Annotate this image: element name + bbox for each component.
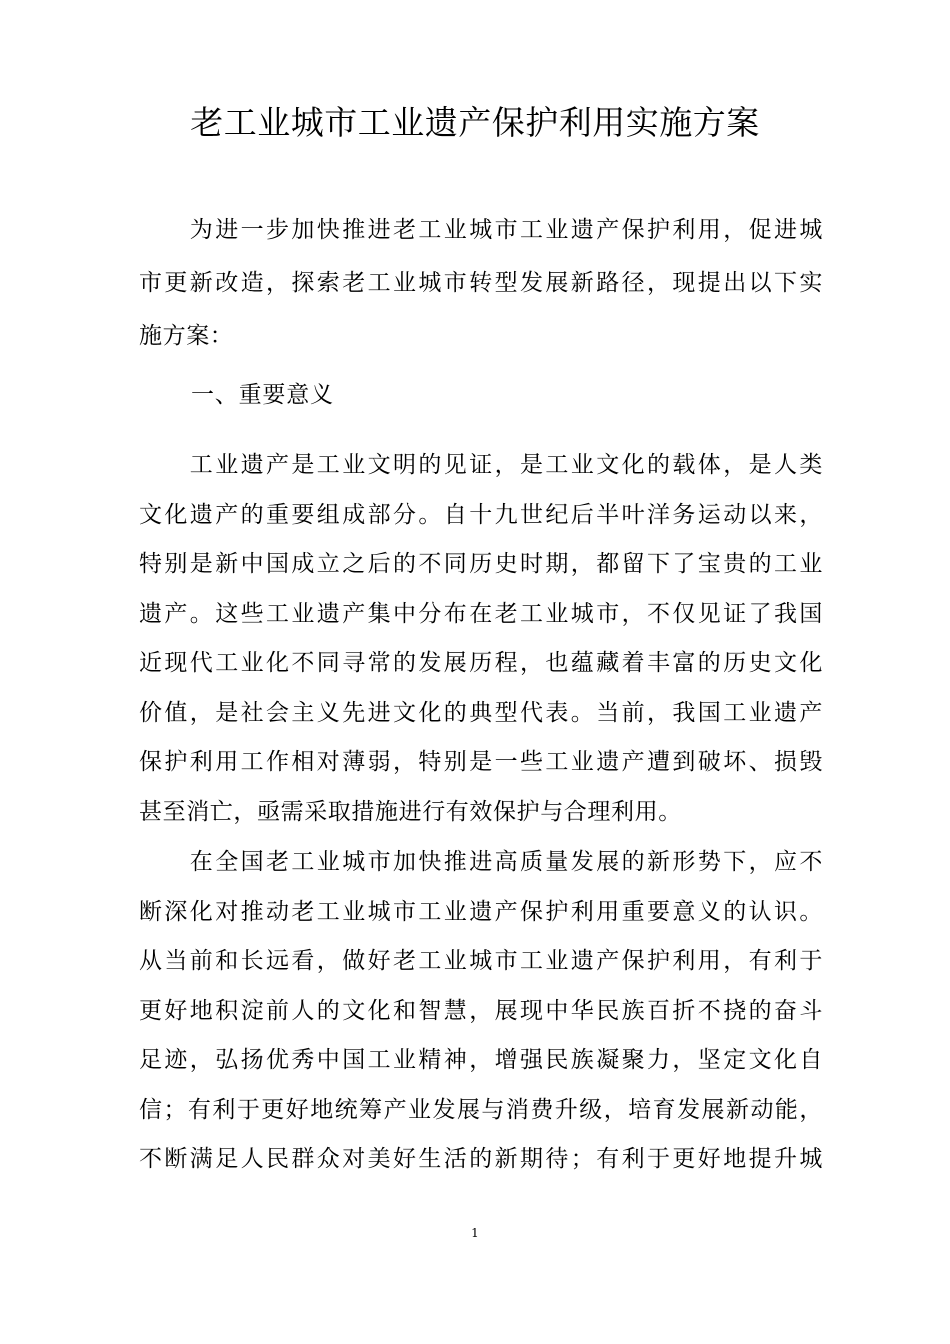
paragraph-line: 保护利用工作相对薄弱，特别是一些工业遗产遭到破坏、损毁: [139, 749, 823, 775]
paragraph-line: 从当前和长远看，做好老工业城市工业遗产保护利用，有利于: [139, 948, 823, 974]
paragraph-line: 文化遗产的重要组成部分。自十九世纪后半叶洋务运动以来，: [139, 501, 823, 528]
paragraph-line: 市更新改造，探索老工业城市转型发展新路径，现提出以下实: [139, 270, 823, 296]
page-number: 1: [471, 1226, 479, 1240]
paragraph-line: 价值，是社会主义先进文化的典型代表。当前，我国工业遗产: [139, 699, 823, 726]
paragraph-line: 施方案：: [139, 323, 234, 349]
paragraph-line: 不断满足人民群众对美好生活的新期待；有利于更好地提升城: [139, 1146, 823, 1172]
section-heading: 一、重要意义: [191, 382, 334, 408]
paragraph-line: 近现代工业化不同寻常的发展历程，也蕴藏着丰富的历史文化: [139, 650, 823, 676]
intro-paragraph: [139, 204, 823, 363]
section-paragraph-1: [139, 441, 823, 837]
paragraph-line: 更好地积淀前人的文化和智慧，展现中华民族百折不挠的奋斗: [139, 997, 823, 1024]
paragraph-line: 断深化对推动老工业城市工业遗产保护利用重要意义的认识。: [139, 898, 823, 925]
paragraph-line: 为进一步加快推进老工业城市工业遗产保护利用，促进城: [139, 217, 823, 243]
paragraph-line: 遗产。这些工业遗产集中分布在老工业城市，不仅见证了我国: [139, 600, 823, 627]
paragraph-line: 特别是新中国成立之后的不同历史时期，都留下了宝贵的工业: [139, 551, 823, 577]
document-title: 老工业城市工业遗产保护利用实施方案: [190, 103, 760, 142]
paragraph-line: 足迹，弘扬优秀中国工业精神，增强民族凝聚力，坚定文化自: [139, 1047, 823, 1073]
paragraph-line: 信；有利于更好地统筹产业发展与消费升级，培育发展新动能，: [139, 1096, 823, 1123]
paragraph-line: 工业遗产是工业文明的见证，是工业文化的载体，是人类: [139, 452, 823, 478]
section-paragraph-2: [139, 838, 823, 1185]
paragraph-line: 在全国老工业城市加快推进高质量发展的新形势下，应不: [139, 849, 823, 875]
paragraph-line: 甚至消亡，亟需采取措施进行有效保护与合理利用。: [139, 798, 682, 825]
